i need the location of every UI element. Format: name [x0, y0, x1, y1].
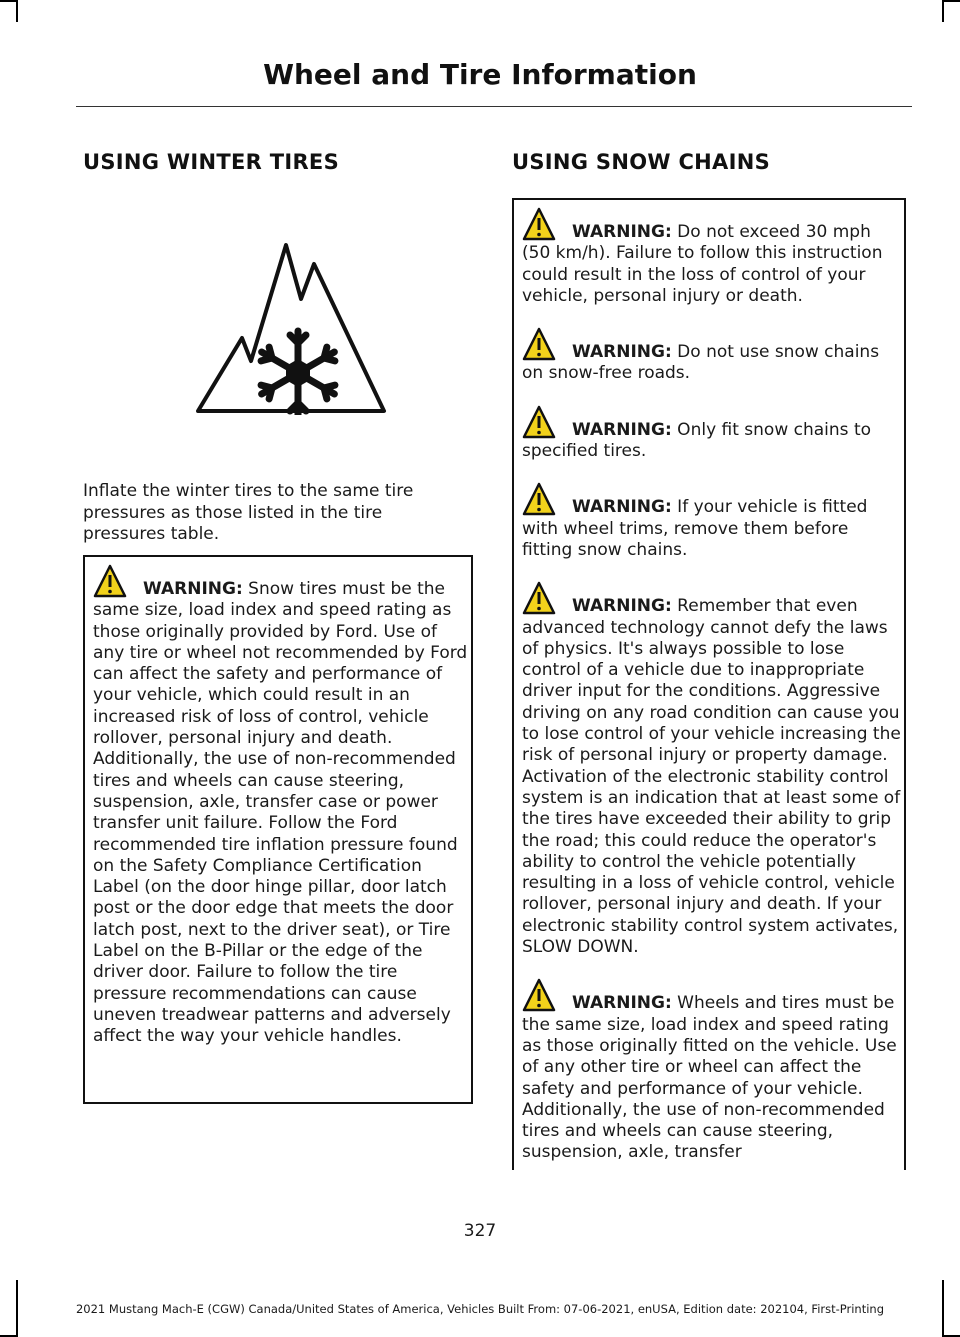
warning-triangle-icon — [522, 405, 570, 439]
winter-tires-paragraph: Inflate the winter tires to the same tire pressures as those listed in the tire pressures table. — [83, 481, 414, 544]
warning-paragraph — [522, 405, 904, 463]
warning-paragraph — [93, 564, 471, 1048]
warning-label: WARNING: — [143, 579, 243, 599]
section-heading-snow-chains: USING SNOW CHAINS — [512, 150, 770, 174]
warning-label: WARNING: — [572, 419, 672, 440]
warning-text: Wheels and tires must be the same size, load index and speed rating as those originally fitted on the vehicle. Use of any other tire or wheel can affect the safety and performance of your vehicle. Additionally, the use of non-recommended tires and wheels can cause steering, suspension, axle, transfer — [522, 993, 897, 1163]
warning-text: Snow tires must be the same size, load index and speed rating as those originally provided by Ford. Use of any tire or wheel not recommended by Ford can affect the safety and performance of your vehicle, which could result in an increased risk of loss of control, vehicle rollover, personal injury and death. Additionally, the use of non-recommended tires and wheels can cause steering, suspension, axle, transfer case or power transfer unit failure. Follow the Ford recommended tire inflation pressure found on the Safety Compliance Certification Label (on the door hinge pillar, door latch post or the door edge that meets the door latch post, next to the driver seat), or Tire Label on the B-Pillar or the edge of the driver door. Failure to follow the tire pressure recommendations can cause uneven treadwear patterns and adversely affect the way your vehicle handles. — [93, 579, 468, 1047]
page-number: 327 — [463, 1221, 497, 1241]
warning-label: WARNING: — [572, 222, 672, 242]
warning-text: Do not use snow chains on snow-free roads. — [522, 342, 880, 384]
warning-paragraph — [522, 978, 904, 1163]
warning-text: Remember that even advanced technology cannot defy the laws of physics. It's always possible to lose control of a vehicle due to inappropriate driver input for the conditions. Aggressive driving on any road condition can cause you to lose control of your vehicle increasing the risk of personal injury or property damage. Activation of the electronic stability control system is an indication that at least some of the tires have exceeded their ability to grip the road; this could reduce the operator's ability to control the vehicle potentially resulting in a loss of vehicle control, vehicle rollover, personal injury and death. If your electronic stability control system activates, SLOW DOWN. — [522, 596, 901, 958]
snow-chain-warning-box — [512, 198, 906, 1170]
crop-mark — [942, 0, 960, 2]
warning-text: Only fit snow chains to specified tires. — [522, 419, 872, 462]
warning-label: WARNING: — [572, 993, 672, 1014]
warning-label: WARNING: — [572, 596, 672, 617]
winter-tire-warning-box — [83, 555, 473, 1104]
page-title: Wheel and Tire Information — [263, 58, 697, 91]
warning-triangle-icon — [522, 482, 570, 516]
warning-paragraph — [522, 327, 904, 385]
warning-paragraph — [522, 581, 904, 958]
warning-triangle-icon — [522, 978, 570, 1012]
crop-mark — [16, 0, 18, 22]
crop-mark — [942, 0, 944, 22]
warning-text: Do not exceed 30 mph (50 km/h). Failure to follow this instruction could result in the loss of control of your vehicle, personal injury or death. — [522, 222, 883, 306]
warning-label: WARNING: — [572, 342, 672, 363]
warning-triangle-icon — [522, 327, 570, 361]
warning-triangle-icon — [93, 564, 141, 598]
section-heading-winter-tires: USING WINTER TIRES — [83, 150, 339, 174]
footer-text: 2021 Mustang Mach-E (CGW) Canada/United States of America, Vehicles Built From: 07-06-2021, enUSA, Edition date: 202104, First-Printing — [75, 1302, 884, 1316]
warning-triangle-icon — [522, 581, 570, 615]
three-peak-mountain-snowflake-icon — [194, 235, 387, 415]
warning-label: WARNING: — [572, 497, 672, 518]
warning-triangle-icon — [522, 207, 570, 241]
warning-text: If your vehicle is fitted with wheel trims, remove them before fitting snow chains. — [522, 497, 868, 560]
warning-paragraph — [522, 207, 904, 307]
warning-paragraph — [522, 482, 904, 561]
header-divider — [76, 106, 912, 107]
